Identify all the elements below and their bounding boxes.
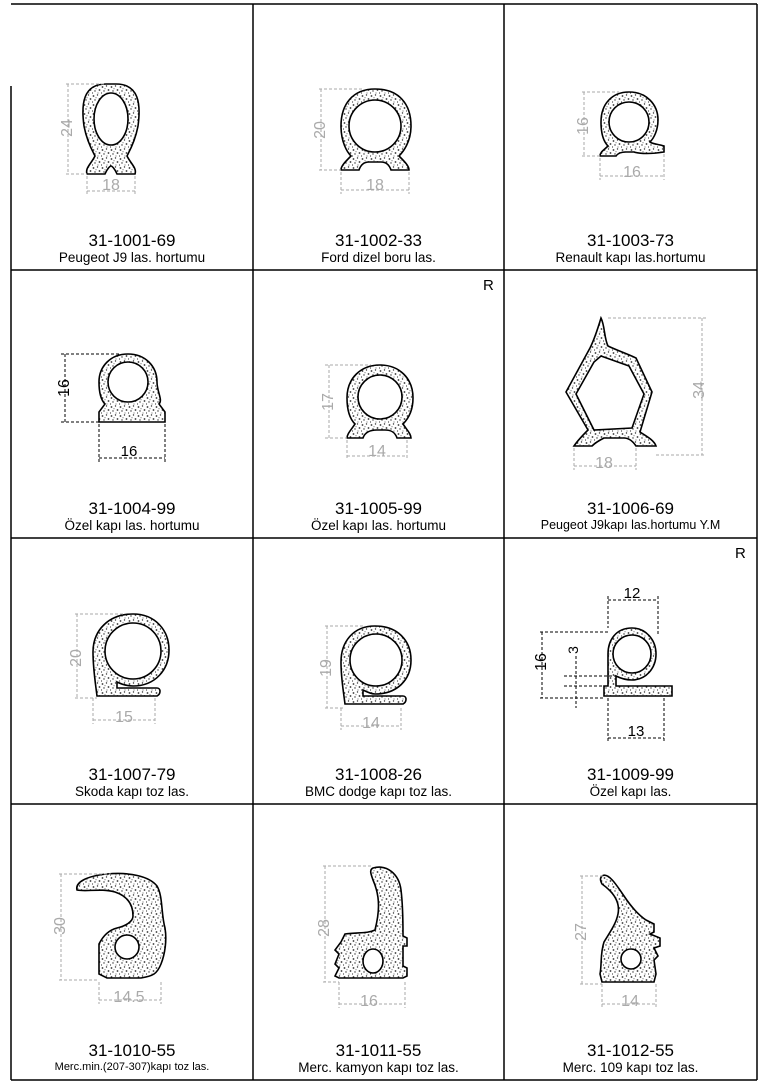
product-code: 31-1011-55 xyxy=(335,1041,422,1060)
profile-drawing xyxy=(253,804,504,1080)
width-dimension: 16 xyxy=(360,993,378,1010)
width-dimension: 18 xyxy=(102,177,120,194)
product-code: 31-1007-79 xyxy=(88,765,176,784)
registered-mark: R xyxy=(735,545,746,562)
product-card xyxy=(253,4,504,270)
product-card xyxy=(11,804,253,1080)
width-dimension: 14 xyxy=(368,443,386,460)
profile-drawing xyxy=(253,270,504,538)
product-card xyxy=(504,804,757,1080)
height-dimension: 30 xyxy=(52,917,69,935)
profile-drawing xyxy=(504,270,757,538)
product-code: 31-1003-73 xyxy=(587,231,674,250)
height-dimension: 28 xyxy=(316,919,333,937)
product-description: Peugeot J9kapı las.hortumu Y.M xyxy=(540,518,721,532)
height-dimension: 16 xyxy=(575,117,592,135)
width-dimension: 13 xyxy=(627,723,645,740)
height-dimension: 34 xyxy=(691,381,708,399)
product-description: Merc. kamyon kapı toz las. xyxy=(298,1060,459,1075)
product-description: Özel kapı las. hortumu xyxy=(64,518,200,533)
product-card xyxy=(253,270,504,538)
width-dimension: 18 xyxy=(595,455,613,472)
product-description: Peugeot J9 las. hortumu xyxy=(58,250,206,265)
product-code: 31-1006-69 xyxy=(587,499,674,518)
product-description: BMC dodge kapı toz las. xyxy=(304,784,453,799)
product-description: Renault kapı las.hortumu xyxy=(555,250,706,265)
height-dimension: 20 xyxy=(312,121,329,139)
height-dimension: 16 xyxy=(533,653,550,671)
product-description: Merc.min.(207-307)kapı toz las. xyxy=(54,1061,210,1073)
product-code: 31-1001-69 xyxy=(88,231,176,250)
product-code: 31-1005-99 xyxy=(335,499,422,518)
height-dimension: 16 xyxy=(56,379,73,397)
profile-drawing xyxy=(504,804,757,1080)
product-card xyxy=(253,538,504,804)
product-description: Ford dizel boru las. xyxy=(321,250,436,265)
product-card xyxy=(11,4,253,270)
product-card xyxy=(253,804,504,1080)
height-dimension: 17 xyxy=(320,393,337,411)
product-code: 31-1008-26 xyxy=(335,765,422,784)
product-code: 31-1002-33 xyxy=(335,231,422,250)
height-dimension: 19 xyxy=(318,659,335,677)
product-code: 31-1010-55 xyxy=(88,1041,176,1060)
width-dimension: 14.5 xyxy=(113,989,145,1006)
height-dimension: 27 xyxy=(573,923,590,941)
product-card xyxy=(504,538,757,804)
product-card xyxy=(504,4,757,270)
profile-drawing xyxy=(11,804,253,1080)
width-dimension: 16 xyxy=(623,164,641,181)
product-description: Özel kapı las. hortumu xyxy=(310,518,447,533)
product-card xyxy=(11,270,253,538)
product-card xyxy=(504,270,757,538)
width-dimension: 14 xyxy=(362,715,380,732)
top-width-dimension: 12 xyxy=(623,585,641,602)
width-dimension: 14 xyxy=(621,993,639,1010)
thickness-dimension: 3 xyxy=(565,646,581,654)
width-dimension: 18 xyxy=(366,177,384,194)
product-code: 31-1012-55 xyxy=(587,1041,674,1060)
product-description: Skoda kapı toz las. xyxy=(74,784,190,799)
product-code: 31-1004-99 xyxy=(88,499,176,518)
registered-mark: R xyxy=(483,277,494,294)
product-code: 31-1009-99 xyxy=(587,765,674,784)
width-dimension: 16 xyxy=(120,443,138,460)
height-dimension: 20 xyxy=(68,649,85,667)
product-description: Özel kapı las. xyxy=(589,784,672,799)
width-dimension: 15 xyxy=(115,709,133,726)
product-card xyxy=(11,538,253,804)
product-description: Merc. 109 kapı toz las. xyxy=(562,1060,699,1075)
height-dimension: 24 xyxy=(59,119,76,137)
profile-drawing xyxy=(11,270,253,538)
